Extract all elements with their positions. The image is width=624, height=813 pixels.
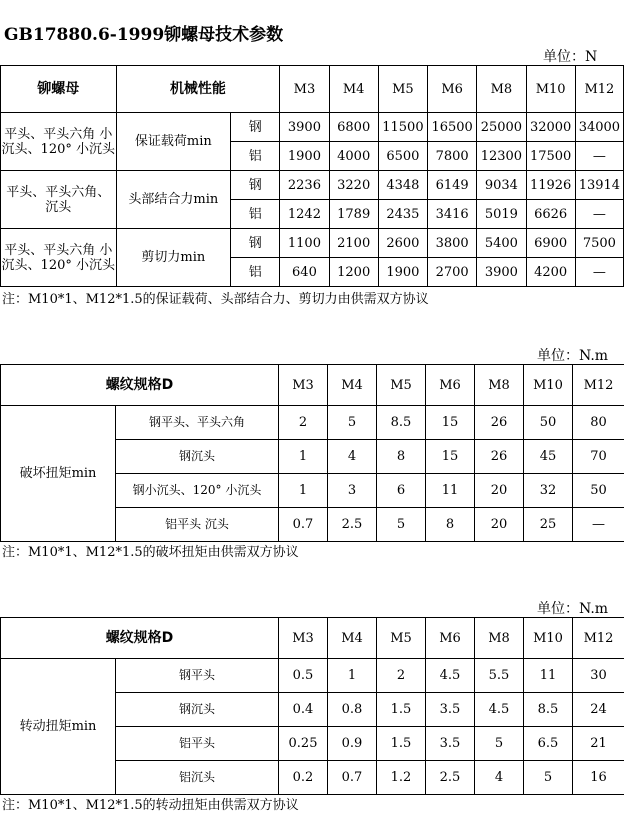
- value-cell: 0.2: [279, 761, 328, 795]
- table3-unit: 单位：N.m: [537, 598, 608, 618]
- size-header: M6: [428, 66, 477, 113]
- thread-spec-header: 螺纹规格D: [1, 618, 279, 659]
- row-label: 钢沉头: [116, 440, 279, 474]
- value-cell: 3220: [329, 171, 378, 200]
- material-cell: 钢: [231, 113, 280, 142]
- property-cell: 转动扭矩min: [1, 659, 116, 795]
- value-cell: 5: [524, 761, 573, 795]
- value-cell: 0.7: [279, 508, 328, 542]
- value-cell: 6149: [428, 171, 477, 200]
- value-cell: 5.5: [475, 659, 524, 693]
- value-cell: 3.5: [426, 727, 475, 761]
- value-cell: 45: [524, 440, 573, 474]
- value-cell: 2600: [378, 229, 427, 258]
- table1-note: 注：M10*1、M12*1.5的保证载荷、头部结合力、剪切力由供需双方协议: [2, 288, 429, 307]
- value-cell: 5400: [477, 229, 526, 258]
- size-header: M12: [573, 365, 624, 406]
- value-cell: 70: [573, 440, 624, 474]
- mechanical-properties-table: [0, 65, 624, 287]
- value-cell: 4348: [378, 171, 427, 200]
- value-cell: 3800: [428, 229, 477, 258]
- material-cell: 钢: [231, 171, 280, 200]
- value-cell: 21: [573, 727, 624, 761]
- material-cell: 钢: [231, 229, 280, 258]
- value-cell: 20: [475, 508, 524, 542]
- value-cell: 24: [573, 693, 624, 727]
- value-cell: 20: [475, 474, 524, 508]
- value-cell: 3.5: [426, 693, 475, 727]
- value-cell: 0.8: [328, 693, 377, 727]
- value-cell: 0.5: [279, 659, 328, 693]
- value-cell: 1242: [280, 200, 329, 229]
- value-cell: 2700: [428, 258, 477, 287]
- value-cell: 17500: [526, 142, 575, 171]
- value-cell: 0.25: [279, 727, 328, 761]
- value-cell: 6626: [526, 200, 575, 229]
- value-cell: 4.5: [426, 659, 475, 693]
- value-cell: 1: [279, 474, 328, 508]
- value-cell: 1789: [329, 200, 378, 229]
- value-cell: 1900: [378, 258, 427, 287]
- value-cell: 7800: [428, 142, 477, 171]
- value-cell: 0.9: [328, 727, 377, 761]
- size-header: M3: [280, 66, 329, 113]
- row-label: 钢平头: [116, 659, 279, 693]
- material-cell: 铝: [231, 258, 280, 287]
- size-header: M4: [328, 618, 377, 659]
- size-header: M8: [475, 365, 524, 406]
- table2-note: 注：M10*1、M12*1.5的破坏扭矩由供需双方协议: [2, 541, 299, 560]
- value-cell: 34000: [575, 113, 623, 142]
- thread-spec-header: 螺纹规格D: [1, 365, 279, 406]
- value-cell: 1: [328, 659, 377, 693]
- value-cell: 12300: [477, 142, 526, 171]
- value-cell: 4: [328, 440, 377, 474]
- property-cell: 头部结合力min: [116, 171, 231, 229]
- value-cell: 0.7: [328, 761, 377, 795]
- value-cell: 15: [426, 406, 475, 440]
- size-header: M10: [524, 618, 573, 659]
- value-cell: 26: [475, 406, 524, 440]
- value-cell: 8: [377, 440, 426, 474]
- breaking-torque-table: [0, 364, 624, 542]
- value-cell: 8.5: [524, 693, 573, 727]
- value-cell: —: [575, 142, 623, 171]
- value-cell: 8: [426, 508, 475, 542]
- value-cell: 5: [328, 406, 377, 440]
- row-label: 钢平头、平头六角: [116, 406, 279, 440]
- value-cell: 7500: [575, 229, 623, 258]
- value-cell: 11500: [378, 113, 427, 142]
- value-cell: 2236: [280, 171, 329, 200]
- value-cell: 13914: [575, 171, 623, 200]
- value-cell: 16500: [428, 113, 477, 142]
- table2-unit: 单位：N.m: [537, 345, 608, 365]
- value-cell: 2: [377, 659, 426, 693]
- size-header: M12: [573, 618, 624, 659]
- value-cell: 2.5: [328, 508, 377, 542]
- value-cell: 50: [573, 474, 624, 508]
- row-label: 钢小沉头、120° 小沉头: [116, 474, 279, 508]
- property-cell: 剪切力min: [116, 229, 231, 287]
- value-cell: 6800: [329, 113, 378, 142]
- property-cell: 保证载荷min: [116, 113, 231, 171]
- page-title: GB17880.6-1999铆螺母技术参数: [4, 20, 283, 45]
- value-cell: 11: [426, 474, 475, 508]
- value-cell: 15: [426, 440, 475, 474]
- value-cell: —: [575, 200, 623, 229]
- size-header: M8: [477, 66, 526, 113]
- value-cell: 2435: [378, 200, 427, 229]
- size-header: M8: [475, 618, 524, 659]
- value-cell: 8.5: [377, 406, 426, 440]
- value-cell: 1.2: [377, 761, 426, 795]
- value-cell: 1.5: [377, 693, 426, 727]
- value-cell: 4: [475, 761, 524, 795]
- turning-torque-table: [0, 617, 624, 795]
- value-cell: 5019: [477, 200, 526, 229]
- value-cell: 1200: [329, 258, 378, 287]
- value-cell: 3900: [477, 258, 526, 287]
- row-label: 钢沉头: [116, 693, 279, 727]
- value-cell: 32000: [526, 113, 575, 142]
- value-cell: 1100: [280, 229, 329, 258]
- value-cell: 5: [475, 727, 524, 761]
- size-header: M5: [377, 365, 426, 406]
- size-header: M6: [426, 365, 475, 406]
- size-header: M5: [377, 618, 426, 659]
- value-cell: 4.5: [475, 693, 524, 727]
- row-label: 铝沉头: [116, 761, 279, 795]
- property-cell: 破坏扭矩min: [1, 406, 116, 542]
- value-cell: 2100: [329, 229, 378, 258]
- value-cell: 3: [328, 474, 377, 508]
- value-cell: 11: [524, 659, 573, 693]
- value-cell: 26: [475, 440, 524, 474]
- value-cell: 0.4: [279, 693, 328, 727]
- value-cell: 50: [524, 406, 573, 440]
- value-cell: 3416: [428, 200, 477, 229]
- value-cell: 80: [573, 406, 624, 440]
- value-cell: 6900: [526, 229, 575, 258]
- head-type-cell: 平头、平头六角、沉头: [1, 171, 117, 229]
- value-cell: 30: [573, 659, 624, 693]
- value-cell: 9034: [477, 171, 526, 200]
- mech-header: 机械性能: [116, 66, 280, 113]
- size-header: M10: [526, 66, 575, 113]
- table1-unit: 单位：N: [543, 46, 597, 66]
- size-header: M10: [524, 365, 573, 406]
- value-cell: 6.5: [524, 727, 573, 761]
- size-header: M4: [328, 365, 377, 406]
- value-cell: 16: [573, 761, 624, 795]
- value-cell: 11926: [526, 171, 575, 200]
- value-cell: 3900: [280, 113, 329, 142]
- head-type-cell: 平头、平头六角 小沉头、120° 小沉头: [1, 229, 117, 287]
- size-header: M3: [279, 365, 328, 406]
- row-label: 铝平头 沉头: [116, 508, 279, 542]
- value-cell: 4200: [526, 258, 575, 287]
- value-cell: 6: [377, 474, 426, 508]
- head-type-cell: 平头、平头六角 小沉头、120° 小沉头: [1, 113, 117, 171]
- value-cell: 5: [377, 508, 426, 542]
- rivet-nut-header: 铆螺母: [1, 66, 117, 113]
- value-cell: 1: [279, 440, 328, 474]
- value-cell: 2: [279, 406, 328, 440]
- size-header: M6: [426, 618, 475, 659]
- value-cell: —: [575, 258, 623, 287]
- size-header: M3: [279, 618, 328, 659]
- size-header: M5: [378, 66, 427, 113]
- material-cell: 铝: [231, 200, 280, 229]
- value-cell: 640: [280, 258, 329, 287]
- value-cell: 1900: [280, 142, 329, 171]
- table3-note: 注：M10*1、M12*1.5的转动扭矩由供需双方协议: [2, 794, 299, 813]
- value-cell: 25000: [477, 113, 526, 142]
- value-cell: 2.5: [426, 761, 475, 795]
- size-header: M4: [329, 66, 378, 113]
- value-cell: 1.5: [377, 727, 426, 761]
- value-cell: 25: [524, 508, 573, 542]
- size-header: M12: [575, 66, 623, 113]
- row-label: 铝平头: [116, 727, 279, 761]
- value-cell: 32: [524, 474, 573, 508]
- value-cell: 4000: [329, 142, 378, 171]
- value-cell: —: [573, 508, 624, 542]
- value-cell: 6500: [378, 142, 427, 171]
- material-cell: 铝: [231, 142, 280, 171]
